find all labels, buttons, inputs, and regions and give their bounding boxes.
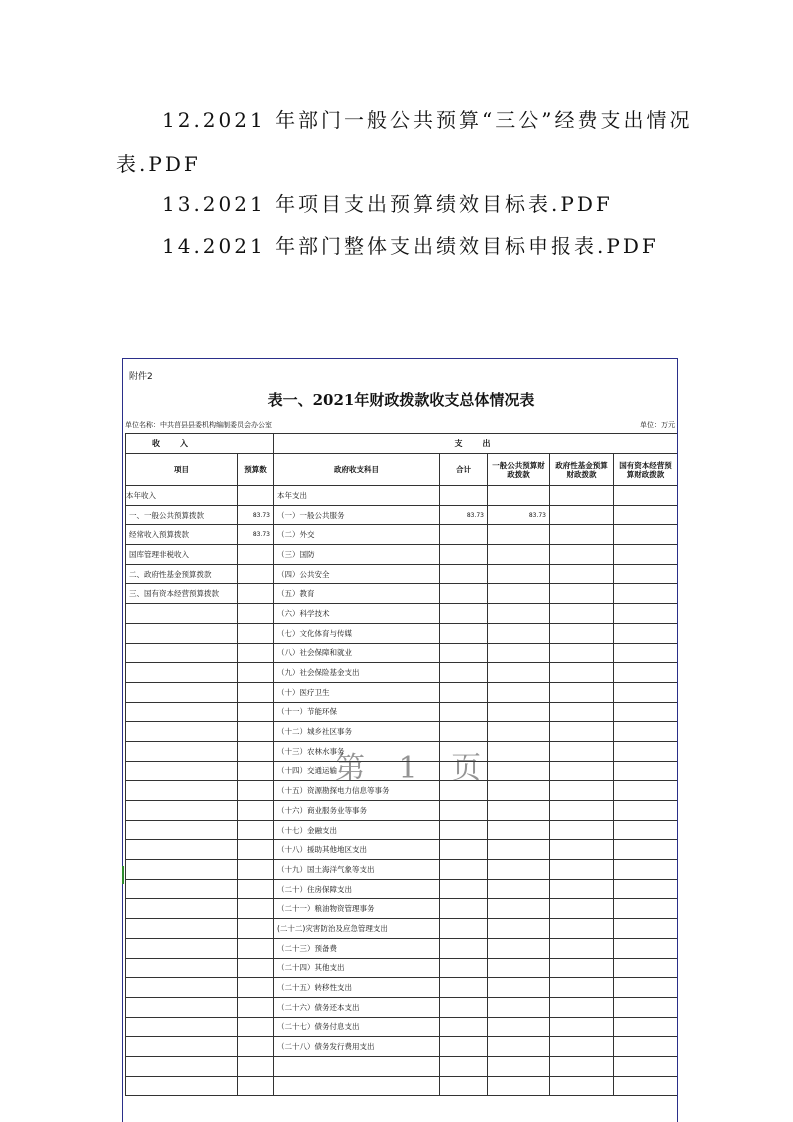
expense-general [488, 643, 550, 663]
expense-general [488, 761, 550, 781]
income-item [126, 938, 238, 958]
green-marker [122, 866, 124, 884]
expense-subject: （二十七）债务付息支出 [274, 1017, 440, 1037]
expense-state-capital [614, 820, 678, 840]
expense-total [440, 978, 488, 998]
expense-subject: （二十）住房保障支出 [274, 879, 440, 899]
doc-line-13: 13.2021 年项目支出预算绩效目标表.PDF [162, 192, 613, 216]
doc-line-14: 14.2021 年部门整体支出绩效目标申报表.PDF [162, 234, 659, 258]
income-item [126, 643, 238, 663]
income-budget: 83.73 [238, 525, 274, 545]
expense-general [488, 682, 550, 702]
expense-subject: （七）文化体育与传媒 [274, 623, 440, 643]
table-row [126, 801, 678, 821]
table-row [126, 958, 678, 978]
column-header-row [126, 454, 678, 486]
expense-general [488, 1076, 550, 1096]
table-row [126, 1037, 678, 1057]
income-budget [238, 1076, 274, 1096]
expense-total [440, 584, 488, 604]
income-budget [238, 978, 274, 998]
expense-state-capital [614, 938, 678, 958]
income-budget [238, 1017, 274, 1037]
expense-state-capital [614, 505, 678, 525]
expense-total [440, 919, 488, 939]
expense-state-capital [614, 604, 678, 624]
table-row [126, 997, 678, 1017]
col-header-general: 一般公共预算财政拨款 [488, 454, 550, 486]
expense-general [488, 781, 550, 801]
expense-total [440, 781, 488, 801]
table-row [126, 978, 678, 998]
expense-total [440, 938, 488, 958]
doc-line-12: 12.2021 年部门一般公共预算“三公”经费支出情况 [162, 108, 693, 132]
income-item [126, 1076, 238, 1096]
expense-fund [550, 722, 614, 742]
expense-subject: （二）外交 [274, 525, 440, 545]
income-item [126, 781, 238, 801]
table-row [126, 899, 678, 919]
col-header-subject: 政府收支科目 [274, 454, 440, 486]
income-budget [238, 860, 274, 880]
expense-fund [550, 919, 614, 939]
income-item: 二、政府性基金预算拨款 [126, 564, 238, 584]
expense-subject: 本年支出 [274, 486, 440, 506]
income-budget [238, 623, 274, 643]
expense-subject: （十）医疗卫生 [274, 682, 440, 702]
expense-fund [550, 741, 614, 761]
expense-subject: （一）一般公共服务 [274, 505, 440, 525]
expense-fund [550, 820, 614, 840]
expense-state-capital [614, 919, 678, 939]
expense-total [440, 997, 488, 1017]
unit-currency: 单位：万元 [640, 421, 675, 429]
income-item [126, 860, 238, 880]
income-item [126, 801, 238, 821]
expense-total [440, 860, 488, 880]
expense-fund [550, 1056, 614, 1076]
expense-total [440, 682, 488, 702]
expense-fund [550, 702, 614, 722]
expense-state-capital [614, 899, 678, 919]
expense-fund [550, 663, 614, 683]
expense-general [488, 623, 550, 643]
income-budget [238, 840, 274, 860]
expense-subject: （二十一）粮油物资管理事务 [274, 899, 440, 919]
expense-subject: （二十六）债务还本支出 [274, 997, 440, 1017]
expense-general [488, 741, 550, 761]
expense-state-capital [614, 958, 678, 978]
income-item: 三、国有资本经营预算拨款 [126, 584, 238, 604]
expense-general [488, 801, 550, 821]
income-item [126, 1037, 238, 1057]
table-row [126, 1017, 678, 1037]
table-row [126, 722, 678, 742]
table-row [126, 860, 678, 880]
expense-subject: （十五）资源勘探电力信息等事务 [274, 781, 440, 801]
income-item [126, 1056, 238, 1076]
expense-total [440, 1076, 488, 1096]
income-item [126, 741, 238, 761]
expense-subject: （十八）援助其他地区支出 [274, 840, 440, 860]
expense-general [488, 820, 550, 840]
expense-state-capital [614, 840, 678, 860]
expense-total [440, 899, 488, 919]
income-item: 国库管理非税收入 [126, 545, 238, 565]
income-item [126, 899, 238, 919]
table-row [126, 663, 678, 683]
expense-state-capital [614, 860, 678, 880]
expense-fund [550, 584, 614, 604]
expense-total [440, 564, 488, 584]
expense-general [488, 958, 550, 978]
income-budget [238, 486, 274, 506]
expense-general [488, 564, 550, 584]
section-header-row [126, 434, 678, 454]
income-item [126, 663, 238, 683]
expense-fund [550, 899, 614, 919]
table-row [126, 564, 678, 584]
expense-fund [550, 486, 614, 506]
expense-subject [274, 1076, 440, 1096]
expense-total [440, 663, 488, 683]
table-row [126, 682, 678, 702]
expense-subject: （八）社会保障和就业 [274, 643, 440, 663]
col-header-item: 项目 [126, 454, 238, 486]
expense-total [440, 958, 488, 978]
expense-state-capital [614, 722, 678, 742]
table-row [126, 938, 678, 958]
income-budget [238, 801, 274, 821]
section-expense: 支 出 [274, 434, 678, 454]
expense-total [440, 1037, 488, 1057]
expense-fund [550, 761, 614, 781]
income-budget [238, 761, 274, 781]
expense-subject: （二十四）其他支出 [274, 958, 440, 978]
expense-total [440, 801, 488, 821]
income-item: 一、一般公共预算拨款 [126, 505, 238, 525]
expense-fund [550, 801, 614, 821]
expense-state-capital [614, 643, 678, 663]
expense-total: 83.73 [440, 505, 488, 525]
expense-general [488, 1037, 550, 1057]
table-row [126, 702, 678, 722]
expense-general [488, 860, 550, 880]
expense-subject: （二十五）转移性支出 [274, 978, 440, 998]
expense-total [440, 702, 488, 722]
table-row [126, 741, 678, 761]
income-budget [238, 919, 274, 939]
expense-total [440, 722, 488, 742]
income-budget [238, 899, 274, 919]
income-budget [238, 643, 274, 663]
income-budget [238, 1056, 274, 1076]
expense-fund [550, 958, 614, 978]
expense-general [488, 722, 550, 742]
income-budget [238, 741, 274, 761]
col-header-fund: 政府性基金预算财政拨款 [550, 454, 614, 486]
income-item [126, 722, 238, 742]
table-row [126, 1076, 678, 1096]
expense-subject: （二十三）预备费 [274, 938, 440, 958]
income-budget [238, 584, 274, 604]
income-item [126, 682, 238, 702]
expense-general [488, 545, 550, 565]
expense-subject: （十四）交通运输 [274, 761, 440, 781]
income-budget [238, 722, 274, 742]
expense-subject: （十一）节能环保 [274, 702, 440, 722]
expense-subject: （五）教育 [274, 584, 440, 604]
expense-state-capital [614, 801, 678, 821]
expense-general [488, 879, 550, 899]
col-header-budget: 预算数 [238, 454, 274, 486]
income-budget [238, 604, 274, 624]
expense-state-capital [614, 1037, 678, 1057]
income-budget [238, 997, 274, 1017]
table-row [126, 840, 678, 860]
income-budget [238, 879, 274, 899]
table-row [126, 505, 678, 525]
table-title: 表一、2021年财政拨款收支总体情况表 [267, 391, 535, 409]
col-header-state-capital: 国有资本经营预算财政拨款 [614, 454, 678, 486]
expense-general [488, 1056, 550, 1076]
expense-state-capital [614, 997, 678, 1017]
attachment-label: 附件2 [129, 372, 153, 382]
expense-state-capital [614, 525, 678, 545]
income-item [126, 702, 238, 722]
expense-total [440, 1056, 488, 1076]
expense-total [440, 840, 488, 860]
expense-total [440, 643, 488, 663]
income-item [126, 997, 238, 1017]
expense-state-capital [614, 781, 678, 801]
expense-general [488, 1017, 550, 1037]
expense-fund [550, 525, 614, 545]
income-budget [238, 938, 274, 958]
table-row [126, 643, 678, 663]
expense-subject: (二十二)灾害防治及应急管理支出 [274, 919, 440, 939]
income-budget [238, 564, 274, 584]
expense-fund [550, 978, 614, 998]
section-income: 收 入 [126, 434, 274, 454]
budget-table-image [122, 358, 678, 1122]
expense-state-capital [614, 702, 678, 722]
income-budget [238, 820, 274, 840]
expense-state-capital [614, 761, 678, 781]
expense-state-capital [614, 1017, 678, 1037]
income-item [126, 820, 238, 840]
expense-fund [550, 564, 614, 584]
expense-total [440, 879, 488, 899]
expense-state-capital [614, 663, 678, 683]
expense-total [440, 545, 488, 565]
expense-state-capital [614, 486, 678, 506]
expense-subject: （十三）农林水事务 [274, 741, 440, 761]
expense-fund [550, 1037, 614, 1057]
expense-fund [550, 604, 614, 624]
table-row [126, 525, 678, 545]
expense-subject: （六）科学技术 [274, 604, 440, 624]
expense-fund [550, 1017, 614, 1037]
expense-fund [550, 682, 614, 702]
table-row [126, 545, 678, 565]
expense-fund [550, 879, 614, 899]
table-row [126, 781, 678, 801]
table-row [126, 761, 678, 781]
expense-general [488, 663, 550, 683]
expense-subject: （十二）城乡社区事务 [274, 722, 440, 742]
expense-total [440, 604, 488, 624]
expense-fund [550, 781, 614, 801]
expense-state-capital [614, 545, 678, 565]
income-item [126, 1017, 238, 1037]
expense-general [488, 938, 550, 958]
table-row [126, 623, 678, 643]
table-row [126, 604, 678, 624]
expense-total [440, 741, 488, 761]
income-item [126, 978, 238, 998]
expense-subject: （四）公共安全 [274, 564, 440, 584]
expense-general [488, 486, 550, 506]
expense-state-capital [614, 584, 678, 604]
expense-general: 83.73 [488, 505, 550, 525]
expense-fund [550, 643, 614, 663]
income-budget [238, 1037, 274, 1057]
income-item [126, 604, 238, 624]
income-item [126, 623, 238, 643]
expense-fund [550, 505, 614, 525]
expense-state-capital [614, 741, 678, 761]
expense-fund [550, 545, 614, 565]
expense-state-capital [614, 564, 678, 584]
table-row [126, 584, 678, 604]
income-item: 经常收入预算拨款 [126, 525, 238, 545]
expense-fund [550, 997, 614, 1017]
expense-state-capital [614, 1076, 678, 1096]
expense-general [488, 919, 550, 939]
doc-line-12-cont: 表.PDF [116, 152, 201, 176]
col-header-total: 合计 [440, 454, 488, 486]
expense-general [488, 584, 550, 604]
expense-fund [550, 860, 614, 880]
expense-total [440, 623, 488, 643]
expense-general [488, 702, 550, 722]
table-row [126, 820, 678, 840]
expense-general [488, 978, 550, 998]
expense-general [488, 525, 550, 545]
expense-total [440, 820, 488, 840]
expense-state-capital [614, 879, 678, 899]
expense-total [440, 761, 488, 781]
income-item [126, 958, 238, 978]
expense-general [488, 604, 550, 624]
table-row [126, 486, 678, 506]
income-budget [238, 958, 274, 978]
expense-subject: （十九）国土海洋气象等支出 [274, 860, 440, 880]
expense-subject: （十七）金融支出 [274, 820, 440, 840]
table-row [126, 879, 678, 899]
expense-subject [274, 1056, 440, 1076]
expense-fund [550, 840, 614, 860]
expense-state-capital [614, 682, 678, 702]
income-item: 本年收入 [126, 486, 238, 506]
expense-state-capital [614, 623, 678, 643]
budget-table [125, 433, 678, 1096]
expense-total [440, 1017, 488, 1037]
income-budget [238, 781, 274, 801]
income-item [126, 879, 238, 899]
expense-subject: （十六）商业服务业等事务 [274, 801, 440, 821]
income-item [126, 761, 238, 781]
expense-fund [550, 1076, 614, 1096]
expense-fund [550, 938, 614, 958]
expense-fund [550, 623, 614, 643]
income-budget [238, 702, 274, 722]
expense-subject: （二十八）债务发行费用支出 [274, 1037, 440, 1057]
expense-state-capital [614, 1056, 678, 1076]
expense-subject: （九）社会保险基金支出 [274, 663, 440, 683]
page-watermark: 第 1 页 [335, 751, 494, 786]
income-item [126, 840, 238, 860]
income-budget [238, 545, 274, 565]
table-row [126, 1056, 678, 1076]
income-budget [238, 682, 274, 702]
income-budget [238, 663, 274, 683]
expense-subject: （三）国防 [274, 545, 440, 565]
expense-general [488, 840, 550, 860]
expense-state-capital [614, 978, 678, 998]
unit-name: 单位名称：中共莒县县委机构编制委员会办公室 [125, 421, 272, 429]
expense-general [488, 899, 550, 919]
expense-total [440, 486, 488, 506]
income-budget: 83.73 [238, 505, 274, 525]
expense-general [488, 997, 550, 1017]
income-item [126, 919, 238, 939]
table-row [126, 919, 678, 939]
expense-total [440, 525, 488, 545]
